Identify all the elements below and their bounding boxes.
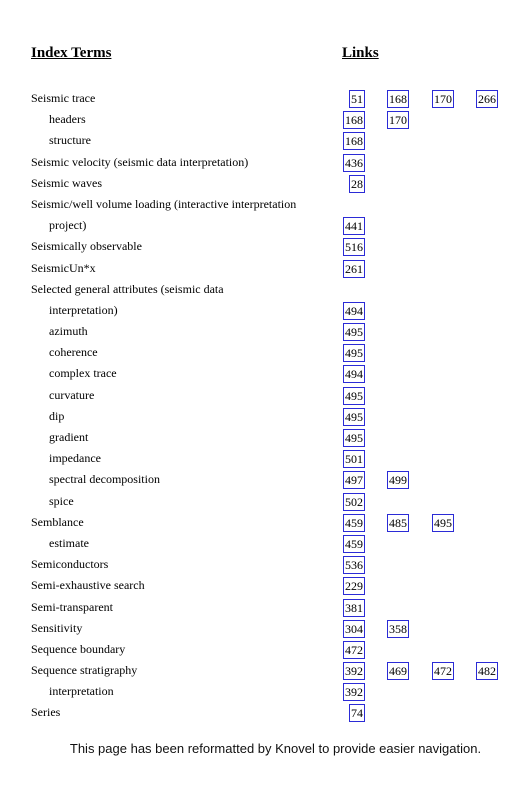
index-entry (0, 427, 531, 448)
index-entry (0, 448, 531, 469)
page-link[interactable]: 459 (345, 515, 363, 530)
page-links (0, 512, 531, 533)
index-term: Series (31, 705, 61, 720)
index-entry (0, 279, 531, 300)
index-entry (0, 130, 531, 151)
page-links (0, 152, 531, 173)
index-entry (0, 236, 531, 257)
page-link[interactable]: 495 (345, 346, 363, 361)
index-entry (0, 88, 531, 109)
index-entry (0, 194, 531, 215)
page-link[interactable]: 482 (478, 664, 496, 679)
index-subterm: azimuth (49, 324, 88, 339)
index-entry (0, 681, 531, 702)
index-term: Seismic/well volume loading (interactive interpretation (31, 196, 297, 211)
index-term: Semi-transparent (31, 599, 113, 614)
index-subterm: structure (49, 133, 91, 148)
index-subterm: project) (49, 218, 87, 233)
index-entry (0, 575, 531, 596)
page-link[interactable]: 472 (345, 642, 363, 657)
page-link[interactable]: 499 (389, 473, 407, 488)
page-link[interactable]: 168 (345, 113, 363, 128)
index-subterm: estimate (49, 535, 89, 550)
index-entry (0, 300, 531, 321)
page-link[interactable]: 495 (345, 431, 363, 445)
index-subterm: dip (49, 408, 65, 423)
page-links (0, 236, 531, 257)
knovel-footer-note: This page has been reformatted by Knovel to provide easier navigation. (69, 741, 482, 756)
index-subterm: curvature (49, 387, 95, 402)
index-subterm: coherence (49, 345, 98, 360)
page-links (0, 618, 531, 639)
index-term: Semi-exhaustive search (31, 578, 145, 593)
index-entry (0, 660, 531, 681)
page-links (0, 702, 531, 723)
page-link[interactable]: 168 (389, 92, 407, 106)
page-link[interactable]: 28 (351, 176, 363, 191)
index-subterm: spice (49, 493, 74, 508)
page-link[interactable]: 358 (389, 621, 407, 636)
index-entry (0, 385, 531, 406)
page-link[interactable]: 502 (345, 494, 363, 509)
index-entry (0, 554, 531, 575)
page-links (0, 469, 531, 490)
index-term: Semblance (31, 514, 84, 529)
page-link[interactable]: 441 (345, 219, 363, 234)
page-links (0, 575, 531, 596)
page-link[interactable]: 485 (389, 515, 407, 530)
page-link[interactable]: 472 (434, 664, 452, 679)
index-entry (0, 406, 531, 427)
index-subterm: impedance (49, 451, 101, 466)
index-entry (0, 342, 531, 363)
page-links (0, 342, 531, 363)
page-links (0, 363, 531, 384)
page-link[interactable]: 497 (345, 473, 363, 488)
index-entry (0, 597, 531, 618)
page-links (0, 639, 531, 660)
page-link[interactable]: 266 (478, 92, 496, 106)
page-links (0, 681, 531, 702)
page-link[interactable]: 168 (345, 134, 363, 149)
index-subterm: interpretation (49, 684, 114, 699)
page-link[interactable]: 459 (345, 536, 363, 551)
page-links (0, 321, 531, 342)
page-links (0, 597, 531, 618)
page-link[interactable]: 229 (345, 579, 363, 594)
page-links (0, 300, 531, 321)
index-subterm: spectral decomposition (49, 472, 160, 487)
index-entry (0, 469, 531, 490)
page-links (0, 448, 531, 469)
page-link[interactable]: 51 (351, 92, 363, 106)
index-entry (0, 512, 531, 533)
page-links (0, 173, 531, 194)
page-links (0, 279, 531, 300)
index-term: Seismically observable (31, 239, 142, 254)
page-link[interactable]: 495 (345, 388, 363, 403)
index-entry (0, 215, 531, 236)
links-heading: Links (342, 45, 379, 61)
page-link[interactable]: 261 (345, 261, 363, 276)
index-term: Sequence boundary (31, 641, 126, 656)
index-term: Sensitivity (31, 620, 83, 635)
page-links (0, 109, 531, 130)
page-link[interactable]: 495 (345, 325, 363, 340)
page-links (0, 660, 531, 681)
page-link[interactable]: 392 (345, 664, 363, 679)
index-terms-heading: Index Terms (31, 45, 112, 61)
page-link[interactable]: 170 (389, 113, 407, 128)
index-entry (0, 491, 531, 512)
index-subterm: gradient (49, 430, 89, 444)
index-header (31, 45, 511, 65)
index-entry (0, 618, 531, 639)
page-links (0, 385, 531, 406)
page-link[interactable]: 494 (345, 303, 363, 318)
page-link[interactable]: 494 (345, 367, 363, 382)
index-entry (0, 639, 531, 660)
index-term: SeismicUn*x (31, 260, 96, 275)
index-subterm: interpretation) (49, 302, 118, 317)
index-term: Semiconductors (31, 557, 109, 572)
page-links (0, 427, 531, 448)
page-link[interactable]: 516 (345, 240, 363, 255)
index-entry (0, 702, 531, 723)
page-link[interactable]: 501 (345, 452, 363, 467)
page-links (0, 215, 531, 236)
page-links (0, 88, 531, 109)
page-link[interactable]: 495 (345, 409, 363, 424)
index-subterm: complex trace (49, 366, 117, 381)
index-term: Seismic waves (31, 175, 102, 190)
index-entry (0, 363, 531, 384)
index-entry (0, 152, 531, 173)
page-link[interactable]: 495 (434, 515, 452, 530)
page-link[interactable]: 304 (345, 621, 363, 636)
page-links (0, 258, 531, 279)
index-entry (0, 533, 531, 554)
page-links (0, 491, 531, 512)
page-link[interactable]: 170 (434, 92, 452, 106)
index-entry (0, 321, 531, 342)
page-links (0, 130, 531, 151)
page-link[interactable]: 74 (351, 706, 363, 721)
page-links (0, 533, 531, 554)
page-links (0, 554, 531, 575)
index-entry (0, 109, 531, 130)
index-entries-list (0, 88, 531, 724)
index-term: Seismic trace (31, 91, 96, 105)
index-entry (0, 173, 531, 194)
index-term: Sequence stratigraphy (31, 663, 138, 678)
page-link[interactable]: 392 (345, 685, 363, 700)
index-subterm: headers (49, 112, 86, 127)
page-links (0, 194, 531, 215)
index-term: Selected general attributes (seismic data (31, 281, 224, 296)
page-link[interactable]: 536 (345, 558, 363, 573)
index-term: Seismic velocity (seismic data interpretation) (31, 154, 249, 169)
index-entry (0, 258, 531, 279)
page-link[interactable]: 469 (389, 664, 407, 679)
page-link[interactable]: 381 (345, 600, 363, 615)
page-links (0, 406, 531, 427)
page-link[interactable]: 436 (345, 155, 363, 170)
